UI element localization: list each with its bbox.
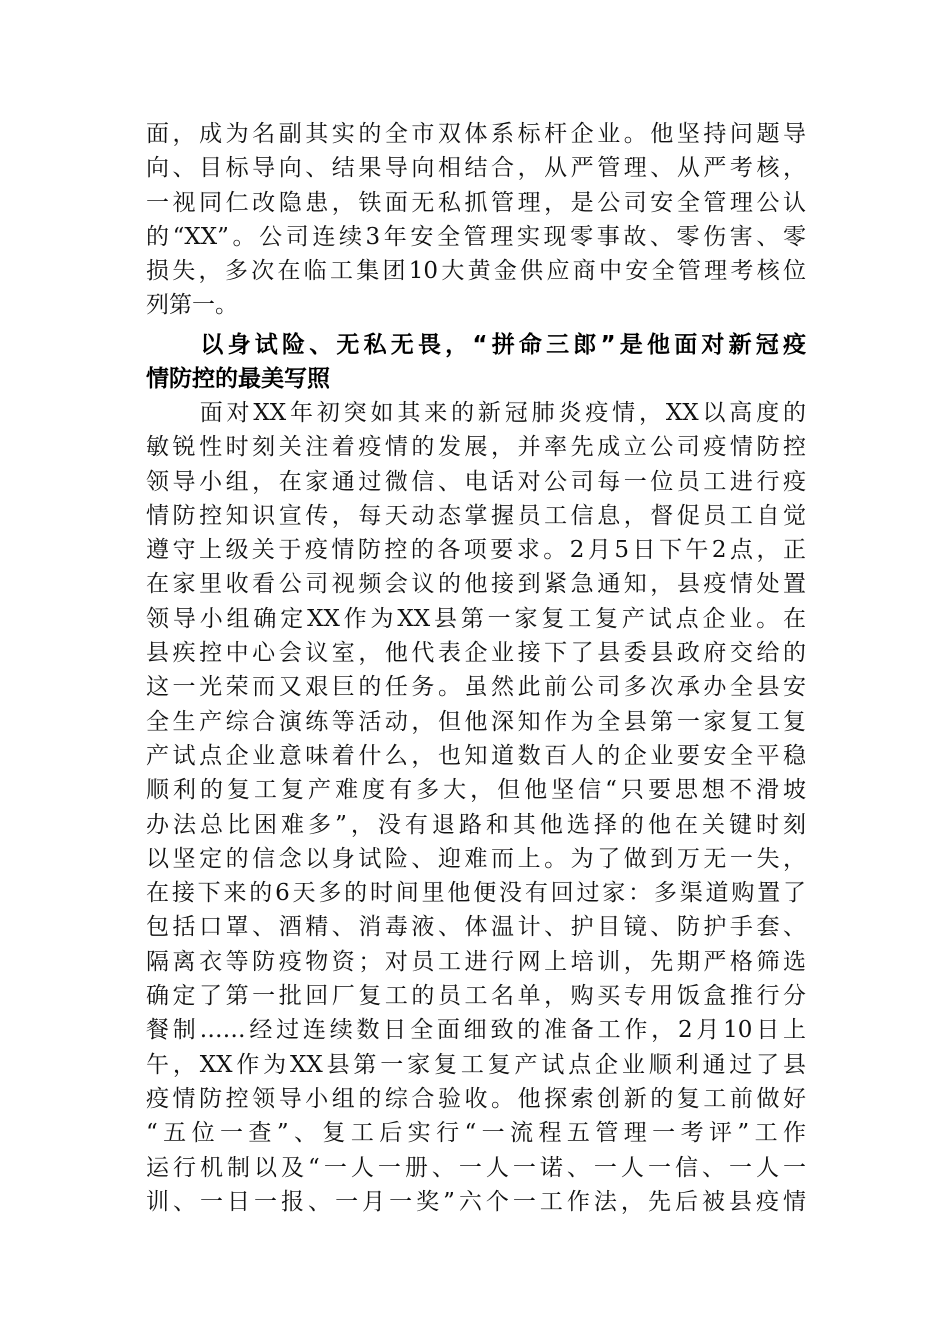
text-line: 敏锐性时刻关注着疫情的发展，并率先成立公司疫情防控	[146, 434, 806, 461]
text-line: 隔离衣等防疫物资；对员工进行网上培训，先期严格筛选	[146, 948, 806, 975]
text-line: 遵守上级关于疫情防控的各项要求。2月5日下午2点，正	[146, 537, 806, 564]
text-line: 一视同仁改隐患，铁面无私抓管理，是公司安全管理公认	[146, 189, 806, 216]
section-heading	[146, 328, 806, 397]
heading-line: 情防控的最美写照	[146, 366, 330, 393]
text-line: 午，XX作为XX县第一家复工复产试点企业顺利通过了县	[146, 1051, 806, 1078]
heading-line: 以身试险、无私无畏，“拼命三郎”是他面对新冠疫	[146, 332, 806, 358]
text-line: 包括口罩、酒精、消毒液、体温计、护目镜、防护手套、	[146, 914, 806, 941]
text-line: 办法总比困难多”，没有退路和其他选择的他在关键时刻	[146, 811, 806, 838]
text-line: 向、目标导向、结果导向相结合，从严管理、从严考核，	[146, 155, 806, 182]
text-line: 餐制……经过连续数日全面细致的准备工作，2月10日上	[146, 1017, 806, 1044]
text-line: 疫情防控领导小组的综合验收。他探索创新的复工前做好	[146, 1085, 806, 1112]
text-line: 列第一。	[146, 292, 238, 319]
body-paragraph	[146, 396, 806, 1219]
text-line: 确定了第一批回厂复工的员工名单，购买专用饭盒推行分	[146, 983, 806, 1010]
text-line: 在接下来的6天多的时间里他便没有回过家：多渠道购置了	[146, 880, 806, 907]
text-line: 领导小组确定XX作为XX县第一家复工复产试点企业。在	[146, 605, 806, 632]
text-line: 以坚定的信念以身试险、迎难而上。为了做到万无一失，	[146, 845, 806, 872]
text-line: 训、一日一报、一月一奖”六个一工作法，先后被县疫情	[146, 1188, 806, 1215]
text-line: 面对XX年初突如其来的新冠肺炎疫情，XX以高度的	[146, 400, 806, 426]
text-line: 运行机制以及“一人一册、一人一诺、一人一信、一人一	[146, 1154, 806, 1181]
text-line: “五位一查”、复工后实行“一流程五管理一考评”工作	[146, 1120, 806, 1147]
text-line: 面，成为名副其实的全市双体系标杆企业。他坚持问题导	[146, 121, 806, 147]
text-line: 损失，多次在临工集团10大黄金供应商中安全管理考核位	[146, 258, 806, 285]
text-line: 在家里收看公司视频会议的他接到紧急通知，县疫情处置	[146, 571, 806, 598]
text-line: 全生产综合演练等活动，但他深知作为全县第一家复工复	[146, 708, 806, 735]
text-line: 顺利的复工复产难度有多大，但他坚信“只要思想不滑坡	[146, 777, 806, 804]
text-line: 情防控知识宣传，每天动态掌握员工信息，督促员工自觉	[146, 502, 806, 529]
text-line: 这一光荣而又艰巨的任务。虽然此前公司多次承办全县安	[146, 674, 806, 701]
text-line: 产试点企业意味着什么，也知道数百人的企业要安全平稳	[146, 742, 806, 769]
text-line: 县疾控中心会议室，他代表企业接下了县委县政府交给的	[146, 640, 806, 667]
text-line: 领导小组，在家通过微信、电话对公司每一位员工进行疫	[146, 468, 806, 495]
text-line: 的“XX”。公司连续3年安全管理实现零事故、零伤害、零	[146, 223, 806, 250]
intro-paragraph	[146, 117, 806, 323]
